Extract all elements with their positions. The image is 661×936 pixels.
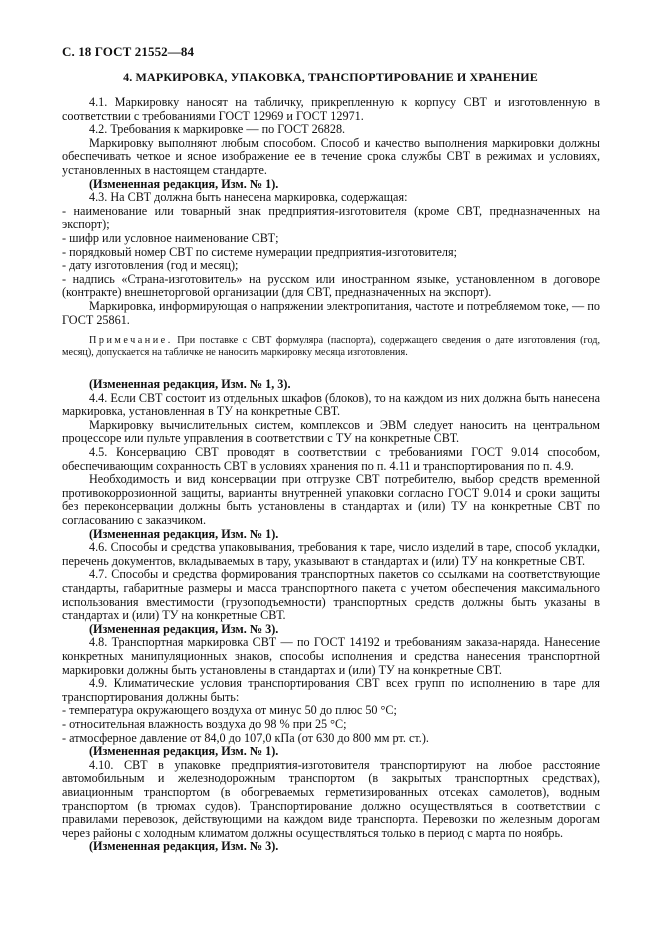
- list-item: - атмосферное давление от 84,0 до 107,0 кПа (от 630 до 800 мм рт. ст.).: [62, 730, 429, 745]
- paragraph-4-5: 4.5. Консервацию СВТ проводят в соответствии с требованиями ГОСТ 9.014 способом, обеспечивающим сохранность СВТ в условиях хранения по п. 4.11 и транспортирования по п. 4.9.: [62, 445, 600, 473]
- paragraph-4-9: 4.9. Климатические условия транспортирования СВТ всех групп по исполнению в таре для транспортирования должны быть:: [62, 676, 600, 704]
- list-item: - шифр или условное наименование СВТ;: [62, 230, 279, 245]
- paragraph-4-2: 4.2. Требования к маркировке — по ГОСТ 26828.: [89, 122, 346, 137]
- paragraph-conservation: Необходимость и вид консервации при отгрузке СВТ потребителю, выбор средств временной противокоррозионной защиты, варианты внутренней упаковки согласно ГОСТ 9.014 и сроки защиты без переконсервации должны быть установлены в стандартах и (или) ТУ на конкретные СВТ по согласованию с заказчиком.: [62, 472, 600, 528]
- list-item: - температура окружающего воздуха от минус 50 до плюс 50 °С;: [62, 703, 397, 718]
- paragraph-4-1: 4.1. Маркировку наносят на табличку, прикрепленную к корпусу СВТ и изготовленную в соответствии с требованиями ГОСТ 12969 и ГОСТ 12971.: [62, 95, 600, 123]
- note-paragraph: [62, 335, 600, 359]
- note-label: Примечание.: [89, 335, 173, 347]
- paragraph-4-3: 4.3. На СВТ должна быть нанесена маркировка, содержащая:: [89, 190, 408, 205]
- revision-note: (Измененная редакция, Изм. № 3).: [89, 621, 279, 636]
- page-header: С. 18 ГОСТ 21552—84: [62, 44, 195, 59]
- list-item: - надпись «Страна-изготовитель» на русском или иностранном языке, установленном в договоре (контракте) внешнеторговой организации (для СВТ, предназначенных на экспорт).: [62, 271, 600, 300]
- paragraph-systems-marking: Маркировку вычислительных систем, комплексов и ЭВМ следует наносить на центральном процессоре или пульте управления в соответствии с ТУ на конкретные СВТ.: [62, 417, 600, 446]
- paragraph-power-marking: Маркировка, информирующая о напряжении электропитания, частоте и потребляемом токе, — по ГОСТ 25861.: [62, 298, 600, 327]
- paragraph-4-4: 4.4. Если СВТ состоит из отдельных шкафов (блоков), то на каждом из них должна быть нанесена маркировка, установленная в ТУ на конкретные СВТ.: [62, 390, 600, 419]
- revision-note: (Измененная редакция, Изм. № 1).: [89, 744, 279, 759]
- section-title: 4. МАРКИРОВКА, УПАКОВКА, ТРАНСПОРТИРОВАНИЕ И ХРАНЕНИЕ: [123, 70, 538, 84]
- list-item: - дату изготовления (год и месяц);: [62, 258, 239, 273]
- list-item: - порядковый номер СВТ по системе нумерации предприятия-изготовителя;: [62, 244, 457, 259]
- revision-note: (Измененная редакция, Изм. № 3).: [89, 839, 279, 854]
- revision-note: (Измененная редакция, Изм. № 1, 3).: [89, 377, 291, 392]
- paragraph-4-6: 4.6. Способы и средства упаковывания, требования к таре, число изделий в таре, способ укладки, перечень документов, вкладываемых в тару, указывают в стандартах и (или) ТУ на конкретные СВТ.: [62, 540, 600, 568]
- paragraph-4-8: 4.8. Транспортная маркировка СВТ — по ГОСТ 14192 и требованиям заказа-наряда. Нанесение конкретных манипуляционных знаков, способы исполнения и средства нанесения транспортной маркировки должны быть установлены в стандартах и (или) ТУ на конкретные СВТ.: [62, 635, 600, 677]
- list-item: - относительная влажность воздуха до 98 % при 25 °С;: [62, 716, 347, 731]
- revision-note: (Измененная редакция, Изм. № 1).: [89, 176, 279, 191]
- list-item: - наименование или товарный знак предприятия-изготовителя (кроме СВТ, предназначенных на экспорт);: [62, 203, 600, 232]
- revision-note: (Измененная редакция, Изм. № 1).: [89, 526, 279, 541]
- document-body: [62, 96, 600, 854]
- paragraph-marking-method: Маркировку выполняют любым способом. Способ и качество выполнения маркировки должны обеспечивать четкое и ясное изображение ее в течение срока службы СВТ в режимах и условиях, установленных в настоящем стандарте.: [62, 135, 600, 177]
- paragraph-4-7: 4.7. Способы и средства формирования транспортных пакетов со ссылками на соответствующие стандарты, габаритные размеры и масса транспортного пакета с учетом обеспечения максимального использования вместимости (грузоподъемности) транспортных средств должны быть указаны в стандартах и (или) ТУ на конкретные СВТ.: [62, 567, 600, 623]
- paragraph-4-10: 4.10. СВТ в упаковке предприятия-изготовителя транспортируют на любое расстояние автомобильным и железнодорожным транспортом (в закрытых транспортных средствах), авиационным транспортом (в обогреваемых герметизированных отсеках самолетов), водным транспортом (в трюмах судов). Транспортирование должно осуществляться в соответствии с правилами перевозок, действующими на каждом виде транспорта. Перевозки по железным дорогам через районы с холодным климатом должны осуществляться только в период с марта по ноябрь.: [62, 757, 600, 840]
- note-text: При поставке с СВТ формуляра (паспорта), содержащего сведения о дате изготовления (год, месяц), допускается на табличке не наносить маркировку месяца изготовления.: [62, 335, 601, 359]
